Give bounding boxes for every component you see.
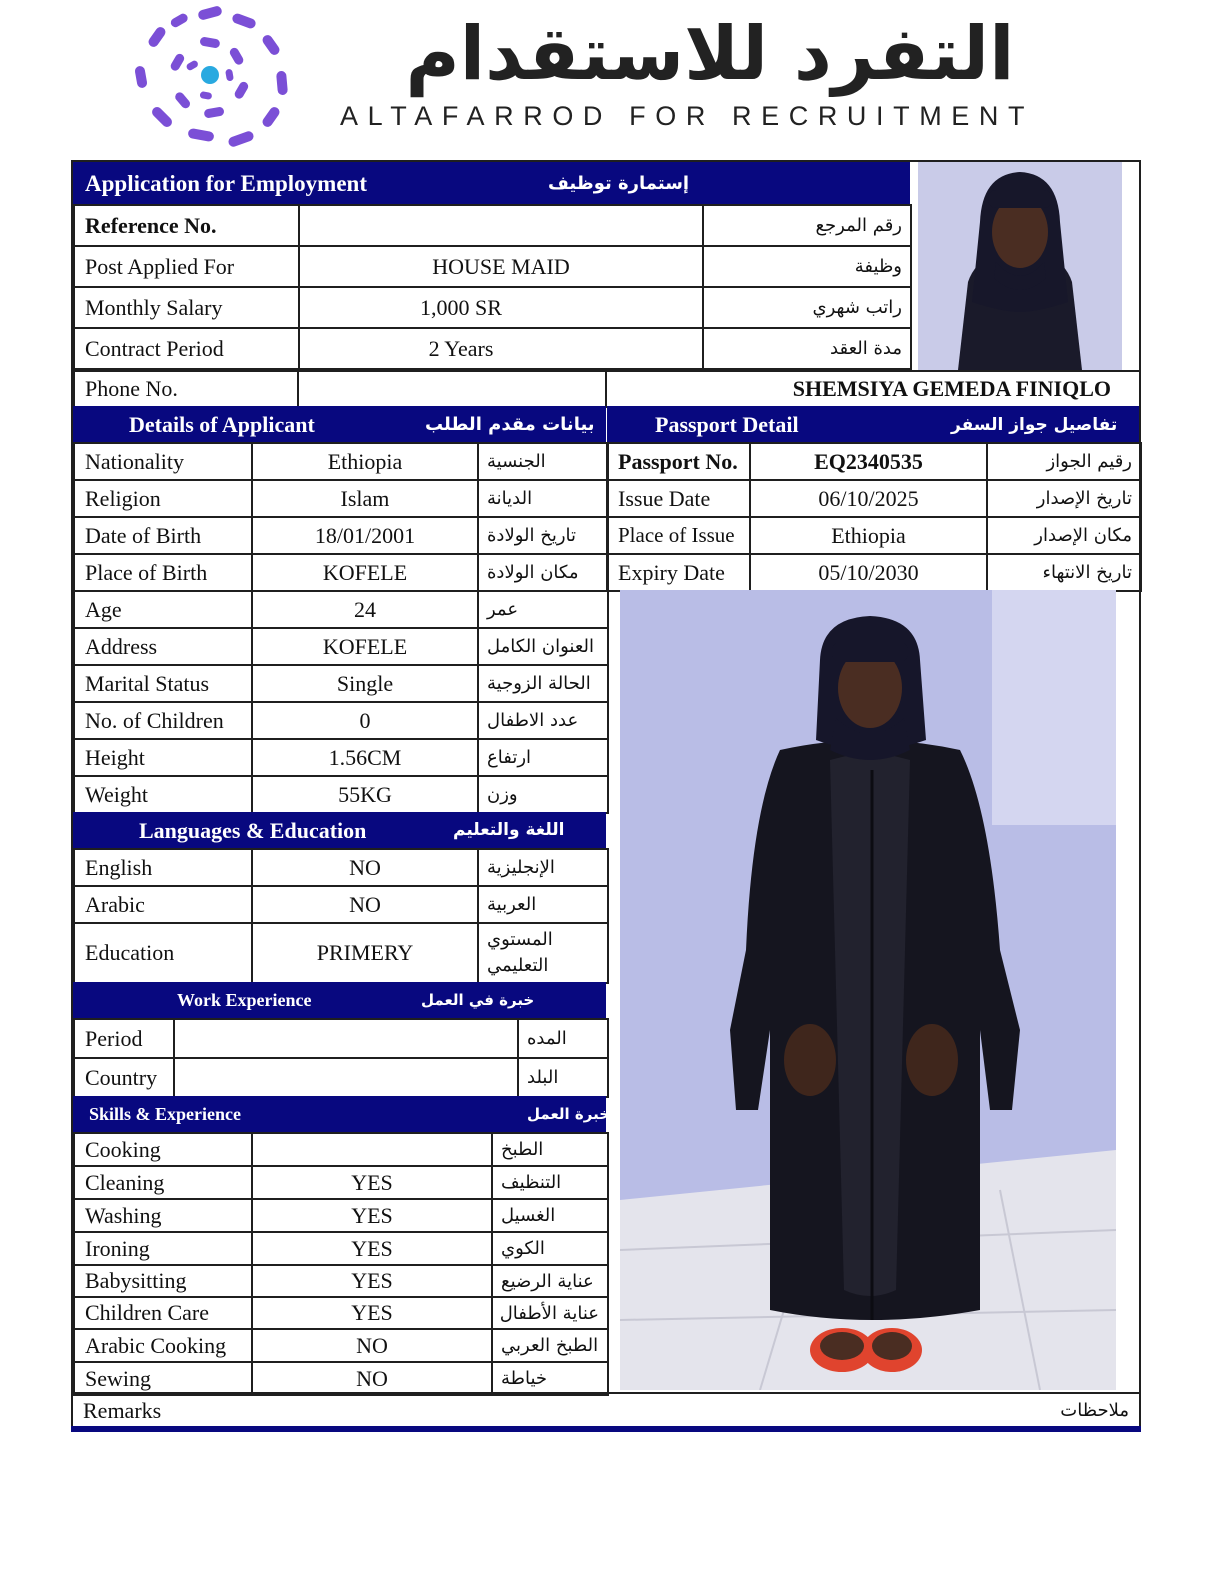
table-row	[74, 776, 608, 813]
marital-value: Single	[252, 665, 478, 702]
religion-value: Islam	[252, 480, 478, 517]
reference-label: Reference No.	[74, 205, 299, 246]
reference-value	[299, 205, 703, 246]
remarks-row	[73, 1392, 1139, 1428]
table-row	[74, 665, 608, 702]
work-table	[73, 1018, 609, 1098]
country-label-ar: البلد	[518, 1058, 608, 1097]
brand-name-english: ALTAFARROD FOR RECRUITMENT	[340, 101, 1035, 131]
period-label: Period	[74, 1019, 174, 1058]
cooking-label: Cooking	[74, 1133, 252, 1166]
pob-value: KOFELE	[252, 554, 478, 591]
dob-label: Date of Birth	[74, 517, 252, 554]
religion-label: Religion	[74, 480, 252, 517]
table-row	[74, 1166, 608, 1199]
remarks-bottom-bar	[71, 1426, 1141, 1432]
weight-value: 55KG	[252, 776, 478, 813]
skills-title-bar	[73, 1096, 611, 1132]
arabic-cooking-label: Arabic Cooking	[74, 1329, 252, 1362]
pob-label-ar: مكان الولادة	[478, 554, 608, 591]
skills-table	[73, 1132, 609, 1396]
table-row	[74, 739, 608, 776]
children-label: No. of Children	[74, 702, 252, 739]
period-value	[174, 1019, 518, 1058]
table-row	[74, 1019, 608, 1058]
weight-label: Weight	[74, 776, 252, 813]
issue-date-label: Issue Date	[607, 480, 750, 517]
table-row	[607, 443, 1141, 480]
dob-value: 18/01/2001	[252, 517, 478, 554]
sewing-label-ar: خياطة	[492, 1362, 608, 1395]
details-table	[73, 442, 609, 814]
cleaning-label-ar: التنظيف	[492, 1166, 608, 1199]
arabic-label-ar: العربية	[478, 886, 608, 923]
table-row	[74, 554, 608, 591]
passport-no-label-ar: رقيم الجواز	[987, 443, 1141, 480]
post-value: HOUSE MAID	[299, 246, 703, 287]
sewing-value: NO	[252, 1362, 492, 1395]
arabic-value: NO	[252, 886, 478, 923]
weight-label-ar: وزن	[478, 776, 608, 813]
table-row	[74, 517, 608, 554]
company-logo	[120, 0, 300, 152]
washing-value: YES	[252, 1199, 492, 1232]
expiry-date-label: Expiry Date	[607, 554, 750, 591]
babysitting-label-ar: عناية الرضيع	[492, 1265, 608, 1297]
issue-place-value: Ethiopia	[750, 517, 987, 554]
applicant-full-body-photo	[620, 590, 1116, 1390]
phone-row-table	[73, 370, 1141, 408]
languages-title-bar	[73, 812, 606, 849]
application-table	[73, 204, 912, 370]
table-row	[74, 1265, 608, 1297]
details-title-en: Details of Applicant	[129, 412, 315, 437]
application-title-en: Application for Employment	[85, 171, 367, 196]
children-label-ar: عدد الاطفال	[478, 702, 608, 739]
english-label: English	[74, 849, 252, 886]
table-row	[74, 205, 911, 246]
education-label: Education	[74, 923, 252, 983]
work-title-bar	[73, 982, 606, 1018]
table-row	[74, 591, 608, 628]
passport-title-ar: تفاصيل جواز السفر	[951, 415, 1118, 435]
table-row	[74, 287, 911, 328]
work-title-ar: خبرة في العمل	[421, 991, 535, 1009]
arabic-cooking-label-ar: الطبخ العربي	[492, 1329, 608, 1362]
table-row	[74, 628, 608, 665]
ironing-label-ar: الكوي	[492, 1232, 608, 1265]
application-title-bar	[73, 162, 910, 205]
sewing-label: Sewing	[74, 1362, 252, 1395]
table-row	[74, 886, 608, 923]
arabic-label: Arabic	[74, 886, 252, 923]
application-title-ar: إستمارة توظيف	[548, 173, 690, 194]
education-value: PRIMERY	[252, 923, 478, 983]
salary-label: Monthly Salary	[74, 287, 299, 328]
height-value: 1.56CM	[252, 739, 478, 776]
nationality-label-ar: الجنسية	[478, 443, 608, 480]
table-row	[74, 849, 608, 886]
nationality-value: Ethiopia	[252, 443, 478, 480]
details-title-ar: بيانات مقدم الطلب	[425, 414, 595, 435]
details-title-bar	[73, 406, 606, 444]
address-label-ar: العنوان الكامل	[478, 628, 608, 665]
salary-label-ar: راتب شهري	[703, 287, 911, 328]
age-label-ar: عمر	[478, 591, 608, 628]
pob-label: Place of Birth	[74, 554, 252, 591]
passport-no-value: EQ2340535	[750, 443, 987, 480]
cleaning-value: YES	[252, 1166, 492, 1199]
passport-title-bar	[607, 406, 1139, 444]
contract-value: 2 Years	[299, 328, 703, 369]
babysitting-value: YES	[252, 1265, 492, 1297]
passport-title-en: Passport Detail	[655, 412, 799, 437]
table-row	[74, 1133, 608, 1166]
languages-title-en: Languages & Education	[139, 818, 367, 843]
reference-label-ar: رقم المرجع	[703, 205, 911, 246]
ironing-label: Ironing	[74, 1232, 252, 1265]
issue-date-value: 06/10/2025	[750, 480, 987, 517]
expiry-date-value: 05/10/2030	[750, 554, 987, 591]
salary-value: 1,000 SR	[299, 287, 703, 328]
languages-title-ar: اللغة والتعليم	[453, 820, 565, 840]
address-value: KOFELE	[252, 628, 478, 665]
table-row	[74, 1199, 608, 1232]
marital-label: Marital Status	[74, 665, 252, 702]
skills-title-en: Skills & Experience	[89, 1104, 241, 1124]
remarks-label-ar: ملاحظات	[1060, 1400, 1129, 1421]
remarks-label: Remarks	[83, 1398, 162, 1423]
issue-place-label: Place of Issue	[607, 517, 750, 554]
cooking-value	[252, 1133, 492, 1166]
english-value: NO	[252, 849, 478, 886]
contract-label: Contract Period	[74, 328, 299, 369]
religion-label-ar: الديانة	[478, 480, 608, 517]
applicant-portrait-photo	[918, 162, 1122, 370]
passport-no-label: Passport No.	[607, 443, 750, 480]
height-label: Height	[74, 739, 252, 776]
table-row	[74, 1362, 608, 1395]
babysitting-label: Babysitting	[74, 1265, 252, 1297]
period-label-ar: المده	[518, 1019, 608, 1058]
phone-label: Phone No.	[74, 371, 298, 407]
washing-label-ar: الغسيل	[492, 1199, 608, 1232]
table-row	[607, 480, 1141, 517]
issue-place-label-ar: مكان الإصدار	[987, 517, 1141, 554]
children-care-label-ar: عناية الأطفال	[492, 1297, 608, 1329]
dob-label-ar: تاريخ الولادة	[478, 517, 608, 554]
applicant-name: SHEMSIYA GEMEDA FINIQLO	[606, 371, 1140, 407]
country-value	[174, 1058, 518, 1097]
passport-table	[606, 442, 1142, 592]
table-row	[74, 1297, 608, 1329]
cooking-label-ar: الطبخ	[492, 1133, 608, 1166]
table-row	[74, 1232, 608, 1265]
age-value: 24	[252, 591, 478, 628]
ironing-value: YES	[252, 1232, 492, 1265]
languages-table	[73, 848, 609, 984]
address-label: Address	[74, 628, 252, 665]
height-label-ar: ارتفاع	[478, 739, 608, 776]
country-label: Country	[74, 1058, 174, 1097]
table-row	[74, 702, 608, 739]
table-row	[74, 1058, 608, 1097]
table-row	[607, 554, 1141, 591]
table-row	[74, 328, 911, 369]
children-care-label: Children Care	[74, 1297, 252, 1329]
nationality-label: Nationality	[74, 443, 252, 480]
table-row	[607, 517, 1141, 554]
post-label-ar: وظيفة	[703, 246, 911, 287]
work-title-en: Work Experience	[177, 990, 312, 1010]
table-row	[74, 371, 1140, 407]
post-label: Post Applied For	[74, 246, 299, 287]
table-row	[74, 443, 608, 480]
brand-name-arabic: التفرد للاستقدام	[405, 11, 1015, 97]
arabic-cooking-value: NO	[252, 1329, 492, 1362]
children-value: 0	[252, 702, 478, 739]
cleaning-label: Cleaning	[74, 1166, 252, 1199]
age-label: Age	[74, 591, 252, 628]
table-row	[74, 1329, 608, 1362]
children-care-value: YES	[252, 1297, 492, 1329]
phone-value	[298, 371, 606, 407]
issue-date-label-ar: تاريخ الإصدار	[987, 480, 1141, 517]
education-label-ar: المستوي التعليمي	[478, 923, 608, 983]
table-row	[74, 923, 608, 983]
skills-title-ar: خبرة العمل	[527, 1105, 611, 1123]
washing-label: Washing	[74, 1199, 252, 1232]
contract-label-ar: مدة العقد	[703, 328, 911, 369]
marital-label-ar: الحالة الزوجية	[478, 665, 608, 702]
table-row	[74, 246, 911, 287]
english-label-ar: الإنجليزية	[478, 849, 608, 886]
table-row	[74, 480, 608, 517]
expiry-date-label-ar: تاريخ الانتهاء	[987, 554, 1141, 591]
